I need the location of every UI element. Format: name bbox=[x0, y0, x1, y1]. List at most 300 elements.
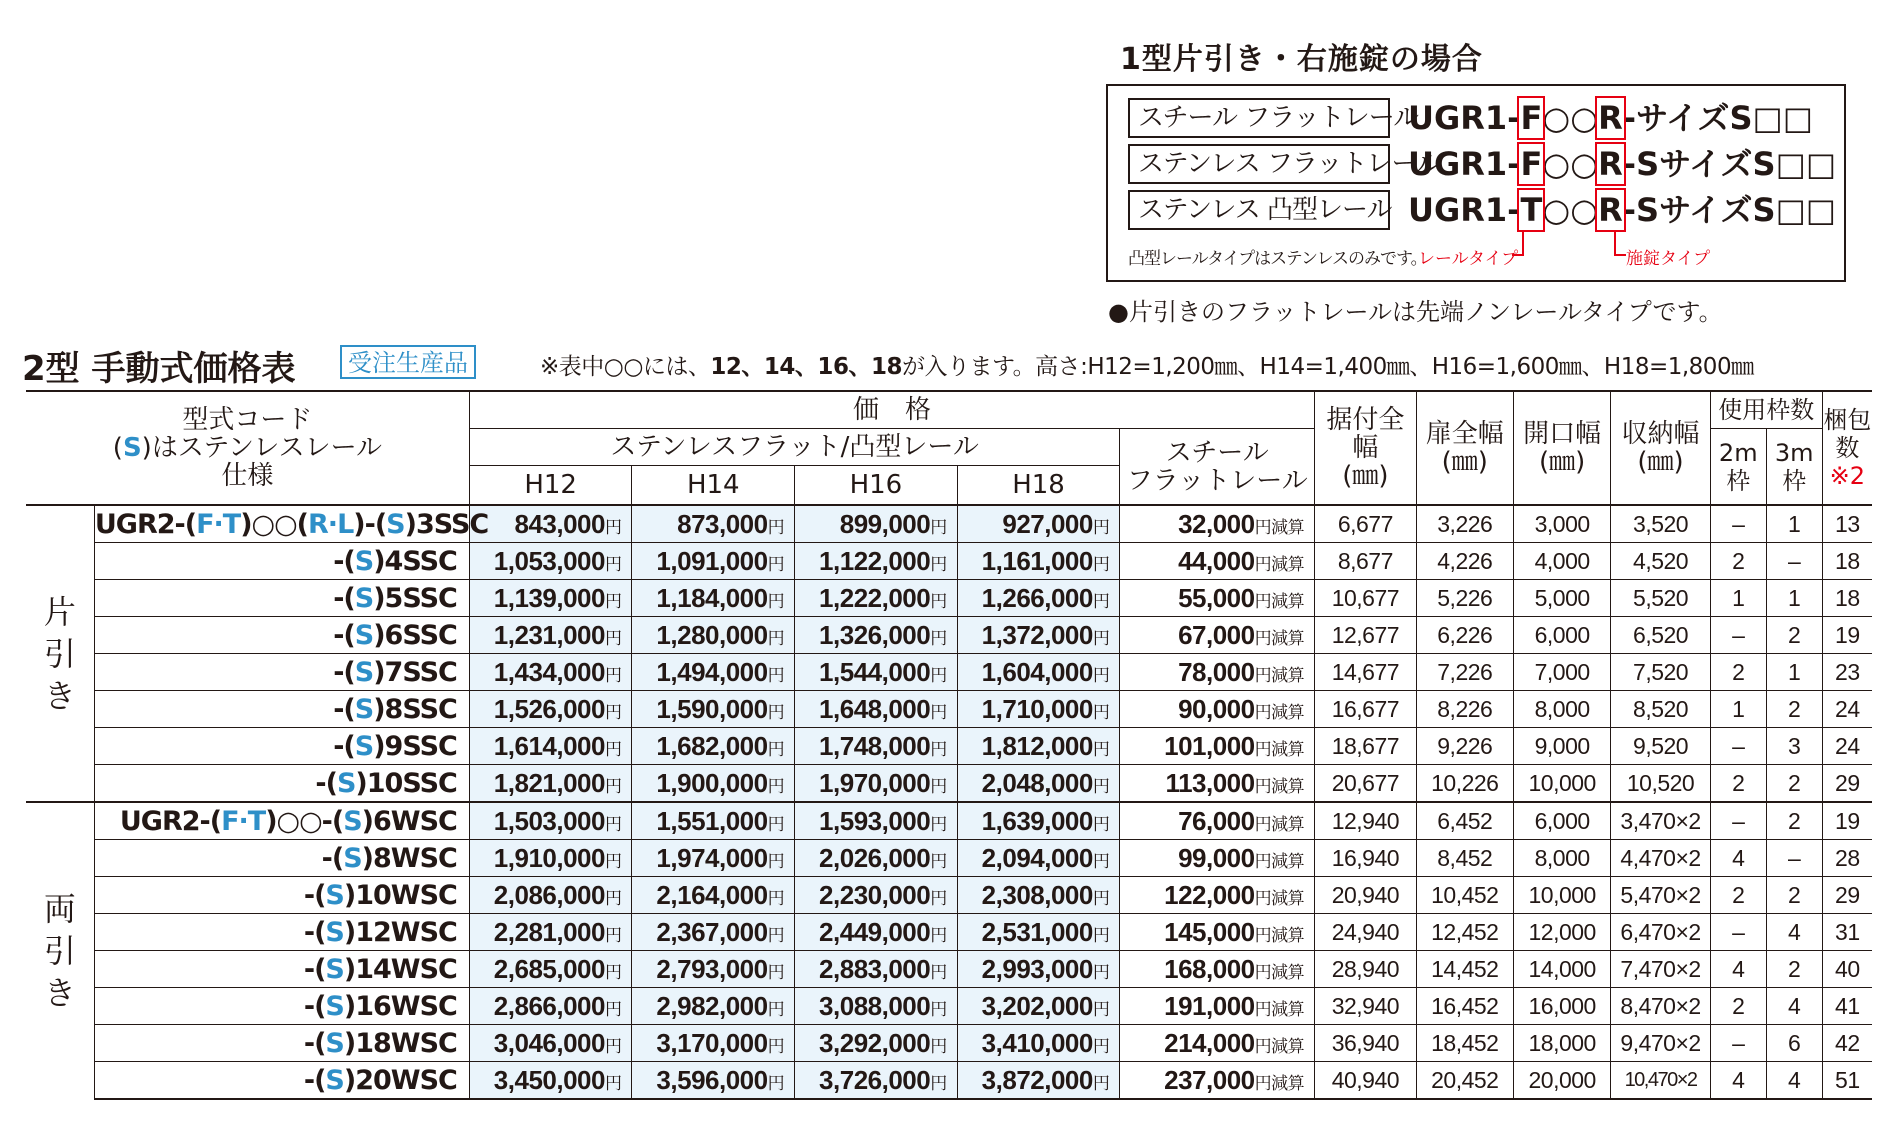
code-header-line: 仕様 bbox=[221, 461, 274, 491]
code-part: )4SSC bbox=[373, 545, 457, 577]
price-value: 843,000 bbox=[514, 508, 605, 539]
price-h16 bbox=[795, 1062, 958, 1100]
price-h16 bbox=[795, 877, 958, 914]
frame-3m-count: 2 bbox=[1766, 765, 1822, 803]
group-label bbox=[26, 802, 94, 1099]
code-part: -( bbox=[333, 693, 355, 725]
code-prefix: UGR1- bbox=[1408, 99, 1521, 137]
opening-width: 10,000 bbox=[1513, 765, 1610, 803]
install-width: 40,940 bbox=[1315, 1062, 1417, 1100]
price-h14 bbox=[632, 1025, 795, 1062]
price-value: 1,184,000 bbox=[656, 582, 768, 613]
model-code bbox=[94, 877, 469, 914]
price-h16 bbox=[795, 580, 958, 617]
frames-header: 使用枠数 bbox=[1710, 391, 1822, 429]
price-h16 bbox=[795, 1025, 958, 1062]
price-h18 bbox=[957, 617, 1120, 654]
steel-reduction-value: 168,000 bbox=[1164, 953, 1255, 984]
storage-width: 7,470×2 bbox=[1611, 951, 1710, 988]
price-value: 1,494,000 bbox=[656, 656, 768, 687]
yen-unit: 円 bbox=[767, 814, 785, 834]
price-h12 bbox=[469, 877, 632, 914]
storage-width: 8,520 bbox=[1611, 691, 1710, 728]
install-width: 20,940 bbox=[1315, 877, 1417, 914]
steel-reduction-value: 76,000 bbox=[1178, 805, 1255, 836]
price-value: 927,000 bbox=[1002, 508, 1093, 539]
door-width: 14,452 bbox=[1416, 951, 1513, 988]
opening-width: 3,000 bbox=[1513, 505, 1610, 543]
yen-unit: 円 bbox=[930, 888, 947, 908]
frame-2m-count: 4 bbox=[1710, 951, 1766, 988]
steel-reduction-value: 214,000 bbox=[1164, 1027, 1255, 1058]
code-option: S bbox=[325, 1064, 344, 1096]
code-part: )9SSC bbox=[373, 730, 457, 762]
rail-note: ●片引きのフラットレールは先端ノンレールタイプです。 bbox=[1108, 298, 1723, 326]
price-value: 3,726,000 bbox=[819, 1064, 931, 1095]
yen-unit: 円 bbox=[930, 554, 947, 574]
header-line: 枠 bbox=[1782, 466, 1807, 495]
price-value: 2,793,000 bbox=[656, 953, 768, 984]
price-value: 1,551,000 bbox=[656, 805, 768, 836]
storage-width: 8,470×2 bbox=[1611, 988, 1710, 1025]
price-value: 1,648,000 bbox=[819, 693, 931, 724]
code-part: )16WSC bbox=[343, 990, 457, 1022]
price-h18 bbox=[957, 1025, 1120, 1062]
price-h16 bbox=[795, 951, 958, 988]
price-h18 bbox=[957, 802, 1120, 840]
steel-reduction bbox=[1120, 505, 1315, 543]
yen-unit: 円 bbox=[604, 739, 622, 759]
frame-3m-count: 3 bbox=[1766, 728, 1822, 765]
stainless-header: ステンレスフラット/凸型レール bbox=[469, 429, 1120, 466]
reduction-unit: 円減算 bbox=[1254, 925, 1305, 946]
frame-3m-count: 2 bbox=[1766, 877, 1822, 914]
code-part: -( bbox=[315, 767, 337, 799]
price-h18 bbox=[957, 543, 1120, 580]
yen-unit: 円 bbox=[604, 888, 622, 908]
install-width: 14,677 bbox=[1315, 654, 1417, 691]
door-width: 3,226 bbox=[1416, 505, 1513, 543]
yen-unit: 円 bbox=[1092, 962, 1110, 982]
code-suffix: -SサイズS□□ bbox=[1622, 145, 1837, 183]
code-part: )-( bbox=[353, 508, 387, 540]
model-code bbox=[94, 951, 469, 988]
yen-unit: 円 bbox=[930, 591, 947, 611]
yen-unit: 円 bbox=[1092, 739, 1110, 759]
yen-unit: 円 bbox=[930, 739, 947, 759]
lock-type-letter: R bbox=[1598, 99, 1623, 137]
price-h14 bbox=[632, 543, 795, 580]
yen-unit: 円 bbox=[930, 851, 947, 871]
rail-type-letter: F bbox=[1520, 99, 1543, 137]
price-value: 1,526,000 bbox=[493, 693, 605, 724]
price-value: 2,367,000 bbox=[656, 916, 768, 947]
price-h14 bbox=[632, 765, 795, 803]
table-row bbox=[26, 802, 1872, 840]
price-h16 bbox=[795, 654, 958, 691]
price-value: 1,161,000 bbox=[981, 545, 1093, 576]
header-line: 据付全幅 bbox=[1326, 405, 1405, 463]
price-value: 1,604,000 bbox=[981, 656, 1093, 687]
door-width: 10,452 bbox=[1416, 877, 1513, 914]
frame-2m-count: – bbox=[1710, 914, 1766, 951]
code-header-line: 型式コード bbox=[182, 405, 313, 435]
code-suffix: -サイズS□□ bbox=[1622, 99, 1814, 137]
header-line: 梱包 bbox=[1823, 406, 1872, 434]
steel-reduction-value: 44,000 bbox=[1178, 545, 1255, 576]
table-row bbox=[26, 765, 1872, 803]
yen-unit: 円 bbox=[604, 925, 622, 945]
pack-count: 24 bbox=[1822, 691, 1872, 728]
door-width: 12,452 bbox=[1416, 914, 1513, 951]
code-prefix: UGR1- bbox=[1408, 145, 1521, 183]
header-unit: (㎜) bbox=[1637, 447, 1684, 477]
table-row bbox=[26, 1025, 1872, 1062]
price-value: 1,544,000 bbox=[819, 656, 931, 687]
price-h18 bbox=[957, 840, 1120, 877]
code-part: )6WSC bbox=[361, 805, 457, 837]
frame-3m-count: 1 bbox=[1766, 505, 1822, 543]
code-part: UGR2-( bbox=[119, 805, 222, 837]
price-value: 2,685,000 bbox=[493, 953, 605, 984]
price-value: 1,682,000 bbox=[656, 730, 768, 761]
door-width: 20,452 bbox=[1416, 1062, 1513, 1100]
frame-2m-count: 4 bbox=[1710, 840, 1766, 877]
reduction-unit: 円減算 bbox=[1254, 1073, 1305, 1094]
table-row bbox=[26, 580, 1872, 617]
code-part: -( bbox=[303, 916, 326, 948]
example-code bbox=[1408, 144, 1836, 184]
code-part: -( bbox=[333, 545, 355, 577]
opening-width: 6,000 bbox=[1513, 802, 1610, 840]
note-suffix: が入ります。高さ:H12=1,200㎜、H14=1,400㎜、H16=1,600㎜、H18=1,800㎜ bbox=[901, 354, 1754, 380]
steel-reduction-value: 32,000 bbox=[1178, 508, 1255, 539]
price-h16 bbox=[795, 914, 958, 951]
yen-unit: 円 bbox=[1092, 665, 1110, 685]
steel-reduction-value: 122,000 bbox=[1164, 879, 1255, 910]
price-h18 bbox=[957, 728, 1120, 765]
code-part: )14WSC bbox=[343, 953, 457, 985]
code-suffix: -SサイズS□□ bbox=[1622, 191, 1837, 229]
reduction-unit: 円減算 bbox=[1254, 1036, 1305, 1057]
yen-unit: 円 bbox=[767, 591, 785, 611]
price-h14 bbox=[632, 877, 795, 914]
price-h12 bbox=[469, 543, 632, 580]
price-h12 bbox=[469, 988, 632, 1025]
price-h14 bbox=[632, 617, 795, 654]
price-h14 bbox=[632, 691, 795, 728]
price-header: 価 格 bbox=[469, 391, 1314, 429]
code-option: S bbox=[336, 767, 356, 799]
code-part: -( bbox=[303, 1064, 326, 1096]
storage-width: 9,520 bbox=[1611, 728, 1710, 765]
steel-reduction bbox=[1120, 765, 1315, 803]
example-title: 1型片引き・右施錠の場合 bbox=[1120, 42, 1483, 77]
code-part: )12WSC bbox=[343, 916, 457, 948]
lock-type-leader bbox=[1614, 232, 1616, 256]
yen-unit: 円 bbox=[767, 517, 785, 537]
pack-count: 19 bbox=[1822, 617, 1872, 654]
table-row bbox=[26, 617, 1872, 654]
steel-reduction bbox=[1120, 914, 1315, 951]
steel-reduction bbox=[1120, 840, 1315, 877]
frame-2m-count: 2 bbox=[1710, 877, 1766, 914]
code-option: S bbox=[354, 582, 374, 614]
price-value: 1,970,000 bbox=[819, 767, 931, 798]
price-value: 3,046,000 bbox=[493, 1027, 605, 1058]
yen-unit: 円 bbox=[1092, 591, 1110, 611]
example-code-box bbox=[1106, 84, 1846, 282]
pack-count: 51 bbox=[1822, 1062, 1872, 1100]
price-h18 bbox=[957, 951, 1120, 988]
opening-width: 10,000 bbox=[1513, 877, 1610, 914]
code-part: -( bbox=[333, 730, 355, 762]
price-value: 1,812,000 bbox=[981, 730, 1093, 761]
code-part: )6SSC bbox=[373, 619, 457, 651]
price-h12 bbox=[469, 580, 632, 617]
yen-unit: 円 bbox=[1092, 814, 1110, 834]
table-row bbox=[26, 728, 1872, 765]
reduction-unit: 円減算 bbox=[1254, 814, 1305, 835]
code-header-line: (S)はステンレスレール bbox=[112, 433, 383, 463]
header-line: フラットレール bbox=[1126, 465, 1308, 496]
price-h16 bbox=[795, 543, 958, 580]
yen-unit: 円 bbox=[767, 888, 785, 908]
yen-unit: 円 bbox=[604, 665, 622, 685]
price-h14 bbox=[632, 988, 795, 1025]
price-value: 2,308,000 bbox=[981, 879, 1093, 910]
header-line: 数 bbox=[1835, 434, 1860, 462]
price-h16 bbox=[795, 505, 958, 543]
model-code bbox=[94, 802, 469, 840]
frame-2m-count: – bbox=[1710, 1025, 1766, 1062]
yen-unit: 円 bbox=[604, 554, 622, 574]
storage-width: 5,520 bbox=[1611, 580, 1710, 617]
yen-unit: 円 bbox=[930, 776, 947, 796]
header-unit: (㎜) bbox=[1342, 461, 1389, 491]
pack-count: 31 bbox=[1822, 914, 1872, 951]
code-header-text: はステンレスレール bbox=[151, 433, 383, 463]
reduction-unit: 円減算 bbox=[1254, 665, 1305, 686]
price-h14 bbox=[632, 1062, 795, 1100]
header-line: 3m bbox=[1774, 438, 1814, 467]
storage-width: 3,520 bbox=[1611, 505, 1710, 543]
price-h12 bbox=[469, 951, 632, 988]
yen-unit: 円 bbox=[604, 962, 622, 982]
reduction-unit: 円減算 bbox=[1254, 628, 1305, 649]
yen-unit: 円 bbox=[1092, 1036, 1110, 1056]
yen-unit: 円 bbox=[767, 999, 785, 1019]
steel-reduction bbox=[1120, 988, 1315, 1025]
yen-unit: 円 bbox=[767, 665, 785, 685]
header-line: スチール bbox=[1165, 437, 1269, 468]
code-option: S bbox=[343, 805, 362, 837]
price-h12 bbox=[469, 1062, 632, 1100]
table-row bbox=[26, 1062, 1872, 1100]
yen-unit: 円 bbox=[767, 628, 785, 648]
code-part: -( bbox=[303, 990, 326, 1022]
model-code bbox=[94, 840, 469, 877]
steel-reduction bbox=[1120, 728, 1315, 765]
pack-count: 13 bbox=[1822, 505, 1872, 543]
model-code bbox=[94, 654, 469, 691]
frame-2m-count: – bbox=[1710, 802, 1766, 840]
price-value: 2,086,000 bbox=[493, 879, 605, 910]
code-part: )10WSC bbox=[343, 879, 457, 911]
yen-unit: 円 bbox=[930, 999, 947, 1019]
note-prefix: ※表中○○には、 bbox=[540, 354, 711, 380]
frame-2m-count: – bbox=[1710, 505, 1766, 543]
code-height: ○○ bbox=[1542, 145, 1599, 183]
code-part: -( bbox=[303, 953, 326, 985]
opening-width: 14,000 bbox=[1513, 951, 1610, 988]
opening-width: 20,000 bbox=[1513, 1062, 1610, 1100]
price-h16 bbox=[795, 765, 958, 803]
code-height: ○○ bbox=[1542, 99, 1599, 137]
storage-width: 9,470×2 bbox=[1611, 1025, 1710, 1062]
yen-unit: 円 bbox=[604, 814, 622, 834]
price-table-body bbox=[26, 505, 1872, 1099]
frame-2m-count: 2 bbox=[1710, 543, 1766, 580]
door-width: 4,226 bbox=[1416, 543, 1513, 580]
model-code bbox=[94, 505, 489, 543]
table-note bbox=[540, 348, 1754, 381]
lock-type-leader bbox=[1614, 254, 1626, 256]
install-width: 16,677 bbox=[1315, 691, 1417, 728]
reduction-unit: 円減算 bbox=[1254, 517, 1305, 538]
yen-unit: 円 bbox=[767, 554, 785, 574]
yen-unit: 円 bbox=[767, 702, 785, 722]
frame-3m-count: 2 bbox=[1766, 617, 1822, 654]
yen-unit: 円 bbox=[930, 1073, 947, 1093]
price-value: 3,202,000 bbox=[981, 990, 1093, 1021]
price-table bbox=[26, 390, 1872, 1100]
yen-unit: 円 bbox=[1092, 851, 1110, 871]
header-note: ※2 bbox=[1829, 462, 1866, 490]
door-width: 6,452 bbox=[1416, 802, 1513, 840]
code-part: -( bbox=[303, 879, 326, 911]
price-h18 bbox=[957, 654, 1120, 691]
code-option: F·T bbox=[221, 805, 266, 837]
door-width: 10,226 bbox=[1416, 765, 1513, 803]
opening-width: 7,000 bbox=[1513, 654, 1610, 691]
yen-unit: 円 bbox=[604, 776, 622, 796]
price-value: 2,531,000 bbox=[981, 916, 1093, 947]
storage-width: 6,470×2 bbox=[1611, 914, 1710, 951]
price-value: 1,231,000 bbox=[493, 619, 605, 650]
price-h18 bbox=[957, 691, 1120, 728]
code-part: )20WSC bbox=[343, 1064, 457, 1096]
price-h12 bbox=[469, 840, 632, 877]
price-h14 bbox=[632, 914, 795, 951]
yen-unit: 円 bbox=[930, 925, 947, 945]
header-line: 扉全幅 bbox=[1425, 419, 1504, 449]
price-h12 bbox=[469, 728, 632, 765]
steel-reduction-value: 101,000 bbox=[1164, 730, 1255, 761]
pack-count: 24 bbox=[1822, 728, 1872, 765]
code-part: -( bbox=[333, 619, 355, 651]
price-h18 bbox=[957, 765, 1120, 803]
price-value: 3,410,000 bbox=[981, 1027, 1093, 1058]
storage-width: 7,520 bbox=[1611, 654, 1710, 691]
price-value: 2,230,000 bbox=[819, 879, 931, 910]
frame-3m-count: 4 bbox=[1766, 988, 1822, 1025]
code-part: )○○-( bbox=[265, 805, 344, 837]
h12-header: H12 bbox=[469, 466, 632, 506]
pack-count: 29 bbox=[1822, 877, 1872, 914]
code-option: S bbox=[354, 619, 374, 651]
opening-width: 5,000 bbox=[1513, 580, 1610, 617]
lock-type-letter: R bbox=[1598, 145, 1623, 183]
h16-header: H16 bbox=[795, 466, 958, 506]
price-value: 3,292,000 bbox=[819, 1027, 931, 1058]
code-option: S bbox=[325, 953, 344, 985]
frame-3m-count: 2 bbox=[1766, 691, 1822, 728]
yen-unit: 円 bbox=[767, 1036, 785, 1056]
steel-reduction bbox=[1120, 877, 1315, 914]
model-code bbox=[94, 988, 469, 1025]
price-h12 bbox=[469, 802, 632, 840]
yen-unit: 円 bbox=[930, 517, 947, 537]
steel-reduction bbox=[1120, 543, 1315, 580]
price-h12 bbox=[469, 914, 632, 951]
steel-reduction bbox=[1120, 580, 1315, 617]
frame-2m-count: 1 bbox=[1710, 691, 1766, 728]
opening-width: 18,000 bbox=[1513, 1025, 1610, 1062]
yen-unit: 円 bbox=[930, 962, 947, 982]
price-h16 bbox=[795, 840, 958, 877]
yen-unit: 円 bbox=[930, 702, 947, 722]
opening-width: 16,000 bbox=[1513, 988, 1610, 1025]
yen-unit: 円 bbox=[604, 702, 622, 722]
price-h14 bbox=[632, 505, 795, 543]
install-width: 28,940 bbox=[1315, 951, 1417, 988]
yen-unit: 円 bbox=[767, 776, 785, 796]
table-row bbox=[26, 951, 1872, 988]
note-sizes: 12、14、16、18 bbox=[710, 354, 902, 380]
storage-width: 5,470×2 bbox=[1611, 877, 1710, 914]
opening-width: 6,000 bbox=[1513, 617, 1610, 654]
yen-unit: 円 bbox=[930, 814, 947, 834]
code-part: )10SSC bbox=[355, 767, 457, 799]
table-row bbox=[26, 840, 1872, 877]
door-width: 8,452 bbox=[1416, 840, 1513, 877]
pack-count: 41 bbox=[1822, 988, 1872, 1025]
pack-count: 18 bbox=[1822, 543, 1872, 580]
frame-3m-count: 6 bbox=[1766, 1025, 1822, 1062]
code-prefix: UGR1- bbox=[1408, 191, 1521, 229]
install-width: 24,940 bbox=[1315, 914, 1417, 951]
price-h12 bbox=[469, 617, 632, 654]
yen-unit: 円 bbox=[1092, 925, 1110, 945]
price-h14 bbox=[632, 951, 795, 988]
steel-reduction-value: 99,000 bbox=[1178, 842, 1255, 873]
yen-unit: 円 bbox=[604, 1036, 622, 1056]
install-width-header bbox=[1315, 391, 1417, 505]
example-label: ステンレス フラットレール bbox=[1128, 144, 1390, 184]
example-code bbox=[1408, 98, 1813, 138]
frame-3m-header bbox=[1766, 429, 1822, 506]
frame-2m-count: 2 bbox=[1710, 765, 1766, 803]
opening-width: 4,000 bbox=[1513, 543, 1610, 580]
stainless-mark: S bbox=[122, 433, 142, 463]
steel-reduction bbox=[1120, 654, 1315, 691]
model-code bbox=[94, 1062, 469, 1100]
steel-reduction bbox=[1120, 617, 1315, 654]
price-h14 bbox=[632, 728, 795, 765]
price-value: 2,866,000 bbox=[493, 990, 605, 1021]
price-h14 bbox=[632, 580, 795, 617]
